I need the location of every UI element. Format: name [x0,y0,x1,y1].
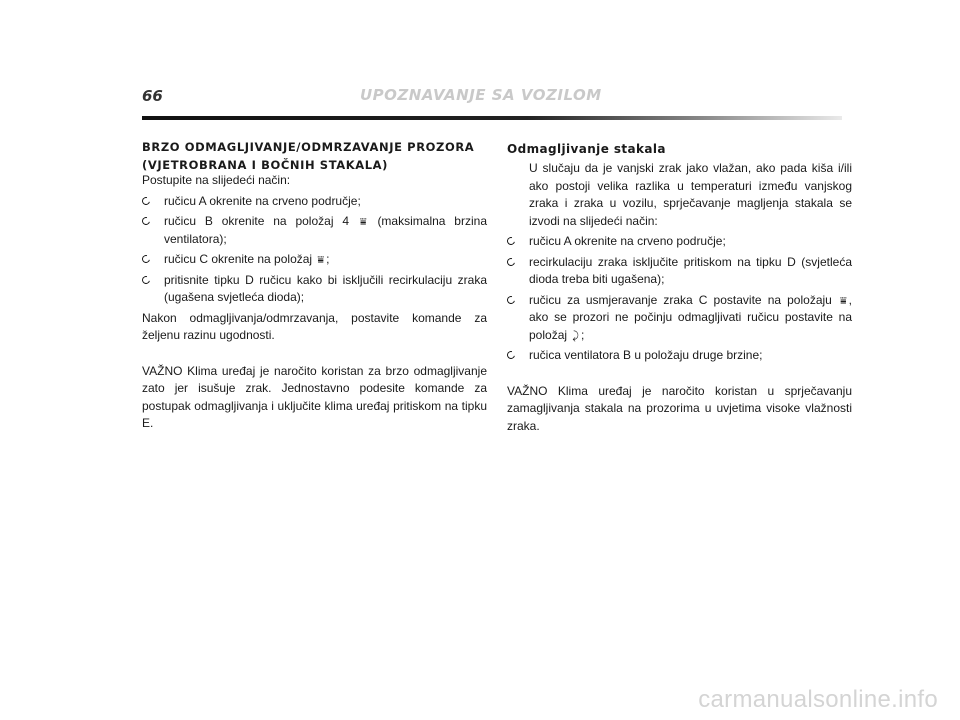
list-item [507,254,852,289]
left-column [142,140,487,433]
open-circle-bullet-icon [506,256,517,267]
list-item-text: recirkulaciju zraka isključite pritiskom na tipku D (svjetleća dioda treba biti ugašena); [529,254,852,286]
steps-list [142,193,487,307]
list-item [142,251,487,269]
page-number: 66 [142,87,163,105]
windscreen-defrost-icon: ⩸ [359,215,367,228]
subsection-heading: Odmagljivanje stakala [507,142,666,156]
open-circle-bullet-icon [141,254,152,265]
important-note: VAŽNO Klima uređaj je naročito koristan u sprječavanju zamagljivanja stakala na prozorima u uvjetima visoke vlažnosti zraka. [507,383,852,433]
list-item [507,347,852,365]
list-item-text: , ako se prozori ne počinju odmagljivati ručicu postavite na položaj [529,292,852,342]
list-item-text: ručicu A okrenite na crveno područje; [164,193,361,208]
header-divider [142,116,842,120]
list-item-text: pritisnite tipku D ručicu kako bi isključili recirkulaciju zraka (ugašena svjetleća dioda); [164,272,487,304]
after-text: Nakon odmagljivanja/odmrzavanja, postavite komande za željenu razinu ugodnosti. [142,310,487,342]
list-item [142,272,487,307]
list-item [507,292,852,345]
open-circle-bullet-icon [506,350,517,361]
list-item [507,233,852,251]
list-item-text: (maksimalna brzina ventilatora); [164,214,487,246]
intro-text: Postupite na slijedeći način: [142,173,291,187]
windscreen-defrost-icon: ⩸ [317,253,325,266]
list-item-text: ručicu B okrenite na položaj 4 [164,214,350,228]
steps-list [507,233,852,365]
open-circle-bullet-icon [506,294,517,305]
defrost-and-feet-icon: ⤸ [572,328,579,342]
windscreen-defrost-icon: ⩸ [839,293,847,307]
list-item-text: ručica ventilatora B u položaju druge brzine; [529,348,763,362]
intro-text: U slučaju da je vanjski zrak jako vlažan, ako pada kiša i/ili ako postoji velika razlika u temperaturi između vanjskog zraka i zraka u vozilu, sprječavanje magljenja stakala se izvodi na slijedeći način: [529,161,852,228]
list-item-text: ; [580,327,585,342]
list-item-text: ručicu za usmjeravanje zraka C postavite na položaju [529,292,832,307]
list-item-text: ručicu A okrenite na crveno područje; [529,234,726,248]
list-item [142,213,487,248]
right-column [507,140,852,435]
watermark: carmanualsonline.info [698,686,938,713]
open-circle-bullet-icon [141,195,152,206]
list-item-text: ručicu C okrenite na položaj [164,252,313,266]
section-title: UPOZNAVANJE SA VOZILOM [360,86,602,104]
section-heading: BRZO ODMAGLJIVANJE/ODMRZAVANJE PROZORA [142,140,475,154]
open-circle-bullet-icon [506,236,517,247]
open-circle-bullet-icon [141,216,152,227]
list-item-text: ; [326,252,330,266]
list-item [142,193,487,211]
section-heading-sub: (VJETROBRANA I BOČNIH STAKALA) [142,158,389,172]
open-circle-bullet-icon [141,274,152,285]
important-note: VAŽNO Klima uređaj je naročito koristan za brzo odmagljivanje zato jer isušuje zrak. Jednostavno podesite komande za postupak odmagljivanja i uključite klima uređaj pritiskom na tipku E. [142,363,487,430]
